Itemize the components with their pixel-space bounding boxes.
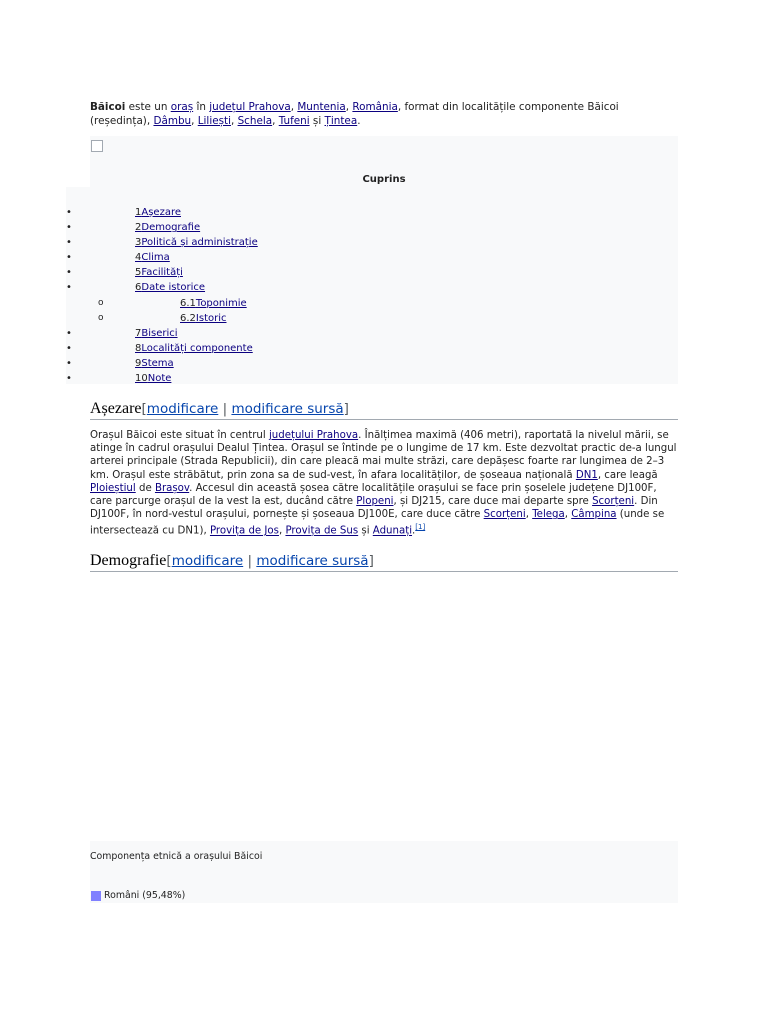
edit-link[interactable]: modificare — [171, 553, 244, 569]
link-scorteni[interactable]: Scorțeni — [592, 496, 635, 508]
toc-item[interactable] — [0, 280, 678, 295]
toc-label: Clima — [141, 252, 170, 264]
legend-label: Români (95,48%) — [104, 890, 186, 901]
link-provita-de-jos[interactable]: Provița de Jos — [209, 525, 279, 537]
bullet-icon: • — [66, 222, 72, 234]
toc-label: Biserici — [141, 327, 178, 339]
para-text: Orașul Băicoi este situat în centrul — [90, 430, 269, 441]
intro-paragraph — [90, 100, 680, 128]
edit-link[interactable]: modificare — [146, 401, 219, 417]
toc-subitem[interactable] — [0, 296, 678, 311]
para-text: , care leagă — [597, 469, 658, 481]
toc-number: 6 — [135, 282, 142, 294]
toc-number: 5 — [135, 267, 142, 279]
para-text: și — [358, 525, 373, 537]
section-heading-asezare — [90, 400, 678, 420]
toc-label: Demografie — [141, 222, 201, 234]
toc-list — [0, 205, 678, 386]
para-text: , — [278, 525, 286, 537]
link-provita-de-sus[interactable]: Provița de Sus — [285, 525, 359, 537]
toc-link-demografie[interactable] — [135, 220, 200, 235]
toc-item[interactable] — [0, 356, 678, 371]
toc-item[interactable] — [0, 265, 678, 280]
legend-swatch — [91, 891, 101, 901]
toc-link-localitati[interactable] — [135, 341, 253, 356]
article-subject: Băicoi — [90, 101, 126, 113]
intro-text: , — [230, 115, 238, 127]
toc-item[interactable] — [0, 371, 678, 386]
intro-text: și — [309, 115, 325, 127]
bullet-icon: • — [66, 342, 72, 354]
toc-item[interactable] — [0, 250, 678, 265]
edit-source-link[interactable]: modificare sursă — [256, 553, 369, 569]
toc-link-date-istorice[interactable] — [135, 280, 205, 295]
circle-bullet-icon: o — [98, 297, 104, 308]
link-ploiestiul[interactable]: Ploieștiul — [90, 482, 136, 494]
bullet-icon: • — [66, 282, 72, 294]
toc-number: 9 — [135, 357, 142, 369]
section-heading-demografie — [90, 552, 678, 572]
link-telega[interactable]: Telega — [532, 509, 565, 521]
para-text: (unde se intersectează cu DN1), — [90, 509, 665, 537]
edit-links — [142, 401, 349, 417]
separator: | — [243, 553, 257, 569]
bullet-icon: • — [66, 237, 72, 249]
toc-toggle-area — [66, 136, 90, 187]
para-text: . Accesul din această șosea către localitățile orașului se face prin șoselele județene DJ100F, care parcurge orașul de la vest la est, ducând către — [90, 482, 657, 508]
link-dambu[interactable]: Dâmbu — [153, 115, 192, 127]
link-judetul-prahova[interactable]: județul Prahova — [209, 101, 291, 113]
link-tufeni[interactable]: Tufeni — [278, 115, 310, 127]
toc-label: Localități componente — [141, 342, 253, 354]
toc-link-facilitati[interactable] — [135, 265, 183, 280]
edit-source-link[interactable]: modificare sursă — [231, 401, 344, 417]
link-brasov[interactable]: Brașov — [154, 482, 190, 494]
toc-number: 6.2 — [180, 312, 196, 324]
bullet-icon: • — [66, 252, 72, 264]
bullet-icon: • — [66, 207, 72, 218]
link-schela[interactable]: Schela — [237, 115, 273, 127]
intro-text: , — [191, 115, 198, 127]
toc-item[interactable] — [0, 235, 678, 250]
toc-label: Note — [147, 373, 172, 385]
bullet-icon: • — [66, 267, 72, 279]
link-plopeni[interactable]: Plopeni — [356, 496, 394, 508]
para-text: , și DJ215, care duce mai departe spre — [393, 496, 593, 508]
bracket: ] — [343, 401, 349, 417]
para-text: . — [412, 525, 416, 537]
link-scorteni-2[interactable]: Scorțeni — [483, 509, 526, 521]
link-tintea[interactable]: Țintea — [324, 115, 358, 127]
toc-label: Toponimie — [195, 297, 247, 309]
link-oras[interactable]: oraș — [170, 101, 194, 113]
link-judetului-prahova[interactable]: județului Prahova — [268, 430, 359, 441]
toc-link-note[interactable] — [135, 371, 171, 386]
toc-label: Date istorice — [141, 282, 206, 294]
intro-text: , — [345, 101, 353, 113]
intro-text: . — [357, 115, 361, 127]
link-romania[interactable]: România — [352, 101, 398, 113]
reference-link[interactable]: [1] — [415, 523, 426, 532]
toc-subitem[interactable] — [0, 311, 678, 326]
circle-bullet-icon: o — [98, 312, 104, 323]
toc-label: Politică și administrație — [141, 237, 258, 249]
edit-links — [166, 553, 373, 569]
intro-text: , format din localitățile componente Băicoi (reședința), — [90, 101, 619, 127]
toc-number: 4 — [135, 252, 142, 264]
link-dn1[interactable]: DN1 — [575, 469, 598, 481]
ethnic-composition-title: Componența etnică a orașului Băicoi — [90, 851, 263, 862]
intro-text: , — [290, 101, 298, 113]
bracket: [ — [166, 553, 172, 569]
intro-text: , — [272, 115, 279, 127]
toc-number: 6.1 — [180, 297, 196, 309]
toc-label: Așezare — [141, 207, 181, 218]
bracket: [ — [141, 401, 147, 417]
section-title: Așezare — [90, 400, 142, 417]
toc-link-toponimie[interactable] — [180, 296, 247, 311]
bullet-icon: • — [66, 373, 72, 385]
toc-item[interactable] — [0, 326, 678, 341]
section-title: Demografie — [90, 552, 167, 569]
para-text: . Din DJ100F, în nord-vestul orașului, pornește și șoseaua DJ100E, care duce către — [90, 496, 658, 521]
toc-link-politica[interactable] — [135, 235, 258, 250]
toc-link-istoric[interactable] — [180, 311, 227, 326]
toc-number: 2 — [135, 222, 142, 234]
separator: | — [218, 401, 232, 417]
toc-toggle-checkbox[interactable] — [91, 140, 103, 152]
toc-number: 1 — [135, 207, 142, 218]
bullet-icon: • — [66, 327, 72, 339]
toc-number: 3 — [135, 237, 142, 249]
toc-link-clima[interactable] — [135, 250, 170, 265]
para-text: . Înălțimea maximă (406 metri), raportată la nivelul mării, se atinge în cadrul orașului Dealul Țintea. Orașul se întinde pe o lungime de 17 km. Este dezvoltat practic de-a lungul arterei principale (Strada Republicii), din care pleacă mai multe străzi, care depășesc foarte rar lungimea de 2–3 km. Orașul este străbătut, prin zona sa de sud-vest, în afara localităților, de șoseaua națională — [90, 430, 677, 481]
toc-number: 8 — [135, 342, 142, 354]
toc-number: 10 — [135, 373, 148, 385]
toc-title: Cuprins — [362, 174, 406, 185]
toc-item[interactable] — [0, 341, 678, 356]
link-adunati[interactable]: Adunați — [372, 525, 413, 537]
asezare-paragraph — [90, 429, 680, 538]
bullet-icon: • — [66, 357, 72, 369]
intro-text: este un — [125, 101, 171, 113]
toc-link-stema[interactable] — [135, 356, 174, 371]
toc-number: 7 — [135, 327, 142, 339]
toc-link-asezare[interactable] — [135, 205, 181, 220]
ethnic-legend — [91, 890, 185, 901]
toc-link-biserici[interactable] — [135, 326, 178, 341]
link-campina[interactable]: Câmpina — [571, 509, 617, 521]
link-muntenia[interactable]: Muntenia — [297, 101, 346, 113]
para-text: , — [564, 509, 572, 521]
bracket: ] — [368, 553, 374, 569]
link-liliesti[interactable]: Liliești — [197, 115, 231, 127]
intro-text: în — [193, 101, 210, 113]
para-text: de — [135, 482, 155, 494]
toc-label: Facilități — [141, 267, 183, 279]
toc-label: Istoric — [195, 312, 227, 324]
toc-item[interactable] — [0, 205, 678, 220]
toc-item[interactable] — [0, 220, 678, 235]
toc-label: Stema — [141, 357, 174, 369]
para-text: , — [525, 509, 533, 521]
